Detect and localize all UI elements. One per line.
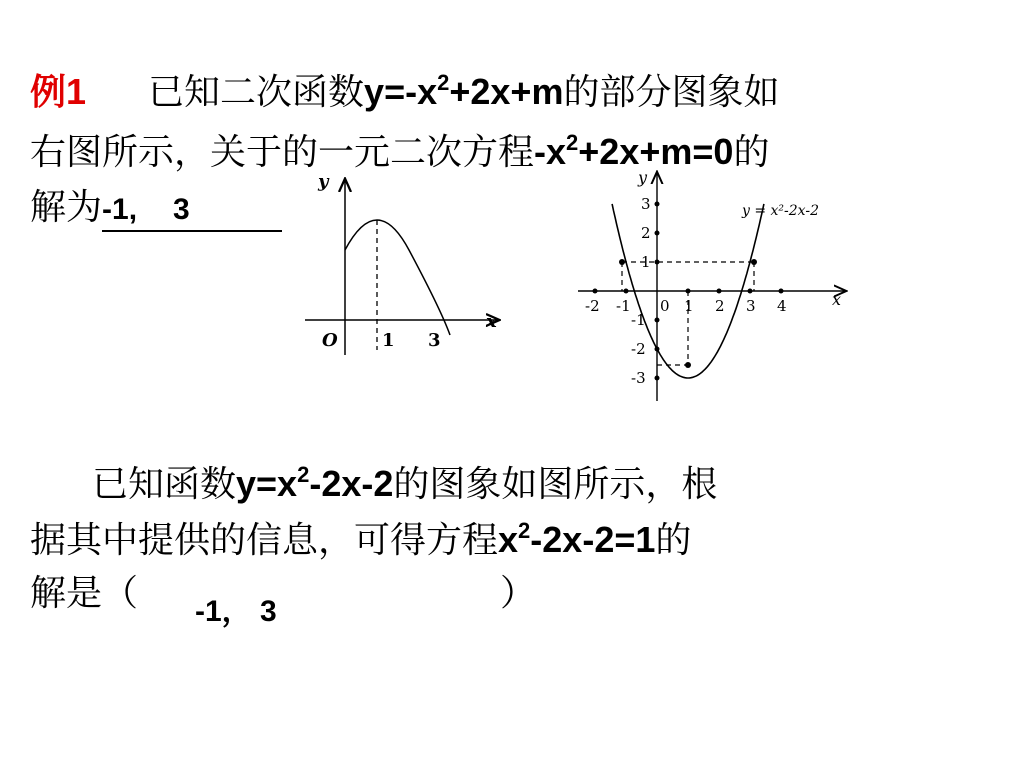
graph2-x-tick-label: 0 xyxy=(660,297,670,315)
example2-equation-1a: y=x xyxy=(236,463,298,504)
example1-equation-2b: +2x+m=0 xyxy=(578,131,734,172)
graph2-y-tick-label: -2 xyxy=(631,340,646,358)
graph2-point-vertex xyxy=(685,362,691,368)
example2-line1 xyxy=(30,464,717,505)
example2-equation-1b: -2x-2 xyxy=(309,463,394,504)
example2-exponent-2: 2 xyxy=(518,518,531,543)
example1-text-1b: 的部分图象如 xyxy=(563,72,780,113)
example1-text-2b: 的 xyxy=(733,132,770,173)
example2-text-2b: 的 xyxy=(655,520,692,561)
graph1 xyxy=(300,165,510,385)
graph2-x-tick-label: 3 xyxy=(746,297,756,315)
graph2-x-tick-dot xyxy=(717,289,722,294)
graph2-x-tick-dot xyxy=(779,289,784,294)
graph2-y-tick-dot xyxy=(655,202,660,207)
example1-exponent-1: 2 xyxy=(437,70,450,95)
example1-equation-1b: +2x+m xyxy=(449,71,564,112)
example1-text-2a: 右图所示，关于的一元二次方程 xyxy=(30,132,535,173)
example2-text-1a: 已知函数 xyxy=(92,464,237,505)
graph1-parabola xyxy=(345,220,450,335)
graph2-y-tick-label: 1 xyxy=(641,253,651,271)
example1-line1 xyxy=(30,72,779,113)
graph2-x-tick-label: 2 xyxy=(715,297,725,315)
example1-equation-2a: -x xyxy=(534,131,567,172)
graph2-y-tick-label: -3 xyxy=(631,369,646,387)
graph2-x-tick-label: 4 xyxy=(777,297,787,315)
graph2 xyxy=(570,165,860,405)
graph1-tick-1: 1 xyxy=(382,330,395,351)
graph2-y-tick-dot xyxy=(655,376,660,381)
graph2-x-label: x xyxy=(832,290,842,309)
graph2-y-tick-label: 2 xyxy=(641,224,651,242)
example2-line3 xyxy=(30,574,138,614)
graph2-y-label: y xyxy=(638,168,648,187)
graph2-x-tick-label: -2 xyxy=(585,297,600,315)
example1-label: 例1 xyxy=(30,71,87,112)
example2-equation-2a: x xyxy=(498,519,519,560)
example2-line2 xyxy=(30,520,691,561)
example2-close-paren: ） xyxy=(500,573,537,614)
example1-line3 xyxy=(30,188,282,232)
graph2-y-tick-dot xyxy=(655,231,660,236)
example1-answer-blank xyxy=(102,188,282,232)
example2-answer: -1， 3 xyxy=(195,595,277,628)
graph2-y-tick-label: -1 xyxy=(631,311,646,329)
example1-answer-b: 3 xyxy=(173,193,190,226)
example2-text-3a: 解是（ xyxy=(30,573,139,614)
example1-exponent-2: 2 xyxy=(566,130,579,155)
example2-text-1b: 的图象如图所示，根 xyxy=(393,464,718,505)
graph2-y-tick-dot xyxy=(655,318,660,323)
example1-equation-1a: y=-x xyxy=(364,71,438,112)
example1-text-1a: 已知二次函数 xyxy=(148,72,365,113)
graph1-tick-3: 3 xyxy=(428,330,441,351)
graph2-x-tick-label: 1 xyxy=(684,297,694,315)
example1-answer-a: -1, xyxy=(102,193,138,226)
graph2-x-tick-dot xyxy=(624,289,629,294)
graph1-y-label: y xyxy=(318,171,329,192)
graph2-point-left xyxy=(619,259,625,265)
graph2-x-tick-label: -1 xyxy=(616,297,631,315)
graph2-y-tick-label: 3 xyxy=(641,195,651,213)
graph2-curve-label: y = x²-2x-2 xyxy=(742,203,819,219)
example1-text-3a: 解为 xyxy=(30,187,103,228)
example2-exponent-1: 2 xyxy=(297,462,310,487)
example2-text-2a: 据其中提供的信息，可得方程 xyxy=(30,520,499,561)
graph2-x-tick-dot xyxy=(748,289,753,294)
example2-equation-2b: -2x-2=1 xyxy=(530,519,656,560)
graph2-point-right xyxy=(751,259,757,265)
graph1-origin-label: O xyxy=(322,330,338,351)
graph1-x-label: x xyxy=(486,311,497,332)
graph2-x-tick-dot xyxy=(593,289,598,294)
